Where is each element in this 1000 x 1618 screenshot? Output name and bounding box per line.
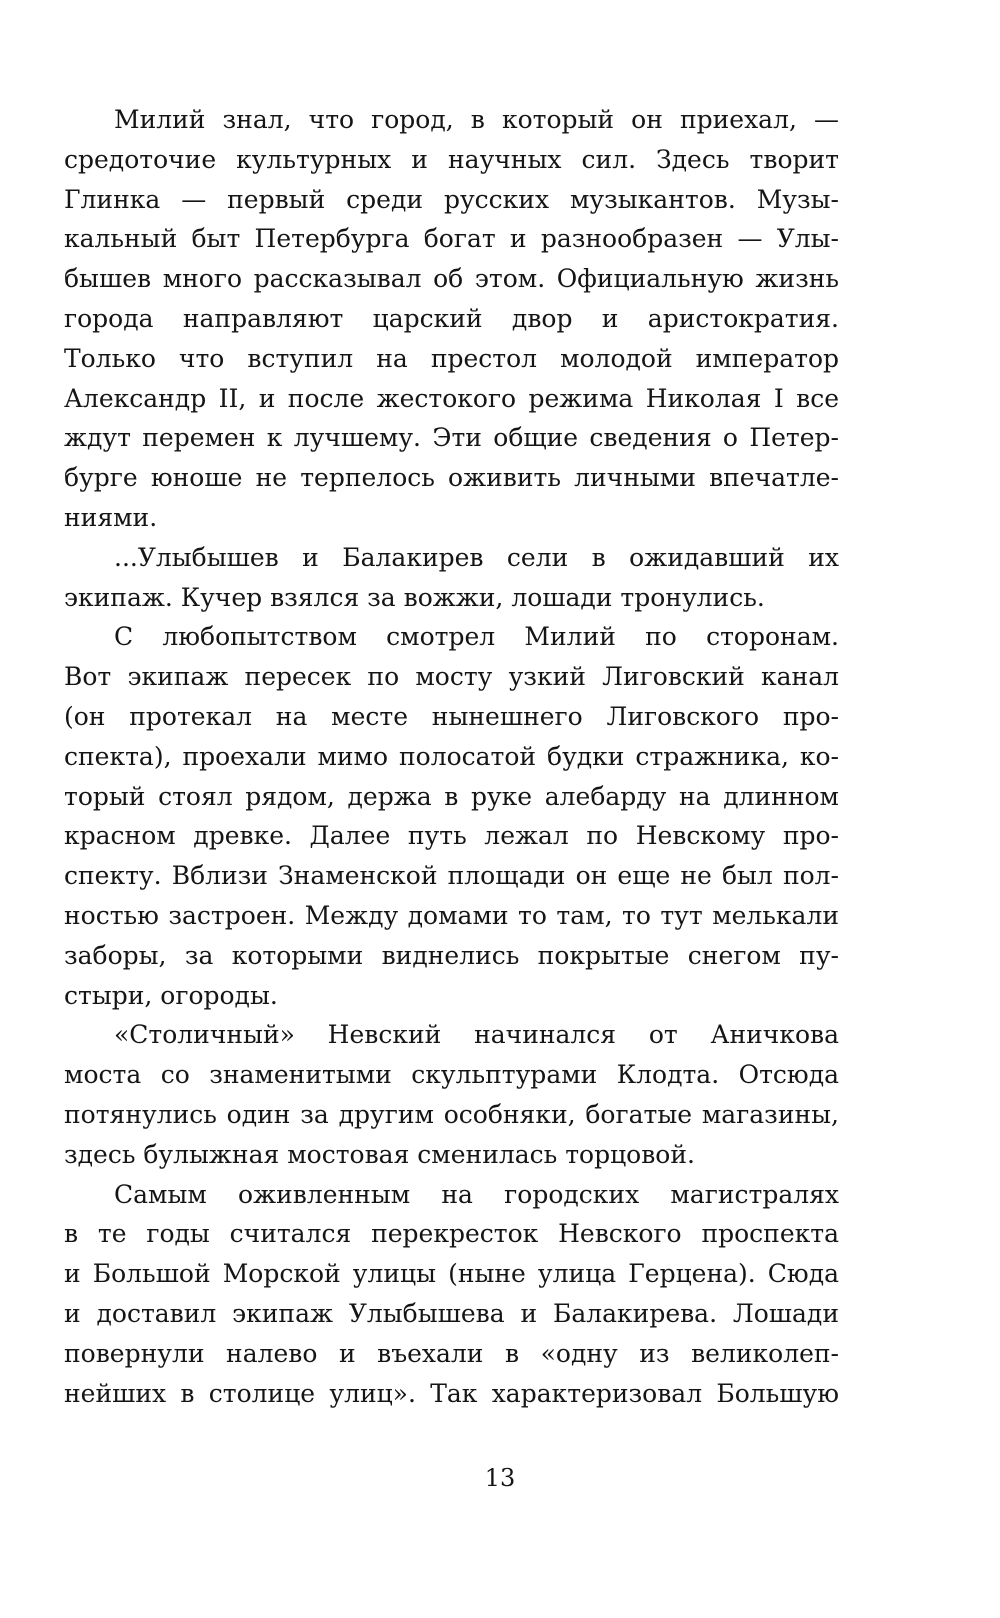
text-line: торый стоял рядом, держа в руке алебарду на длинном bbox=[64, 781, 839, 811]
text-line: повернули налево и въехали в «одну из великолеп- bbox=[64, 1338, 839, 1368]
text-line: ...Улыбышев и Балакирев сели в ожидавший их bbox=[114, 542, 839, 572]
text-line: средоточие культурных и научных сил. Здесь творит bbox=[64, 144, 839, 174]
text-line: Вот экипаж пересек по мосту узкий Лиговский канал bbox=[64, 662, 839, 692]
text-line: моста со знаменитыми скульптурами Клодта. Отсюда bbox=[64, 1060, 839, 1090]
text-line: Александр II, и после жестокого режима Николая I все bbox=[64, 383, 839, 413]
text-line: «Столичный» Невский начинался от Аничкова bbox=[114, 1020, 839, 1050]
text-line: и Большой Морской улицы (ныне улица Герцена). Сюда bbox=[64, 1259, 839, 1289]
text-line: в те годы считался перекресток Невского проспекта bbox=[64, 1219, 839, 1249]
text-line: спекта), проехали мимо полосатой будки стражника, ко- bbox=[64, 741, 839, 771]
text-line: бурге юноше не терпелось оживить личными впечатле- bbox=[64, 463, 839, 493]
text-line: нейших в столице улиц». Так характеризовал Большую bbox=[64, 1378, 839, 1408]
text-line: потянулись один за другим особняки, богатые магазины, bbox=[64, 1099, 839, 1129]
text-line: города направляют царский двор и аристократия. bbox=[64, 303, 839, 333]
text-line: здесь булыжная мостовая сменилась торцовой. bbox=[64, 1139, 695, 1169]
page-number: 13 bbox=[484, 1464, 516, 1492]
text-line: красном древке. Далее путь лежал по Невскому про- bbox=[64, 821, 839, 851]
text-line: ниями. bbox=[64, 502, 158, 532]
text-line: стыри, огороды. bbox=[64, 980, 278, 1010]
text-line: ностью застроен. Между домами то там, то тут мелькали bbox=[64, 900, 839, 930]
body-text bbox=[64, 100, 839, 1413]
text-line: заборы, за которыми виднелись покрытые снегом пу- bbox=[64, 940, 839, 970]
text-line: экипаж. Кучер взялся за вожжи, лошади тронулись. bbox=[64, 582, 765, 612]
text-line: Милий знал, что город, в который он приехал, — bbox=[114, 105, 839, 134]
text-line: Глинка — первый среди русских музыкантов. Музы- bbox=[64, 184, 839, 214]
text-line: спекту. Вблизи Знаменской площади он еще не был пол- bbox=[64, 861, 839, 891]
text-line: Только что вступил на престол молодой император bbox=[64, 343, 839, 373]
text-line: и доставил экипаж Улыбышева и Балакирева. Лошади bbox=[64, 1298, 839, 1328]
text-line: бышев много рассказывал об этом. Официальную жизнь bbox=[64, 264, 839, 294]
text-line: (он протекал на месте нынешнего Лиговского про- bbox=[64, 701, 839, 731]
text-line: кальный быт Петербурга богат и разнообразен — Улы- bbox=[64, 224, 839, 254]
text-line: Самым оживленным на городских магистралях bbox=[114, 1179, 839, 1209]
text-line: С любопытством смотрел Милий по сторонам. bbox=[114, 622, 839, 652]
text-line: ждут перемен к лучшему. Эти общие сведения о Петер- bbox=[64, 423, 839, 453]
